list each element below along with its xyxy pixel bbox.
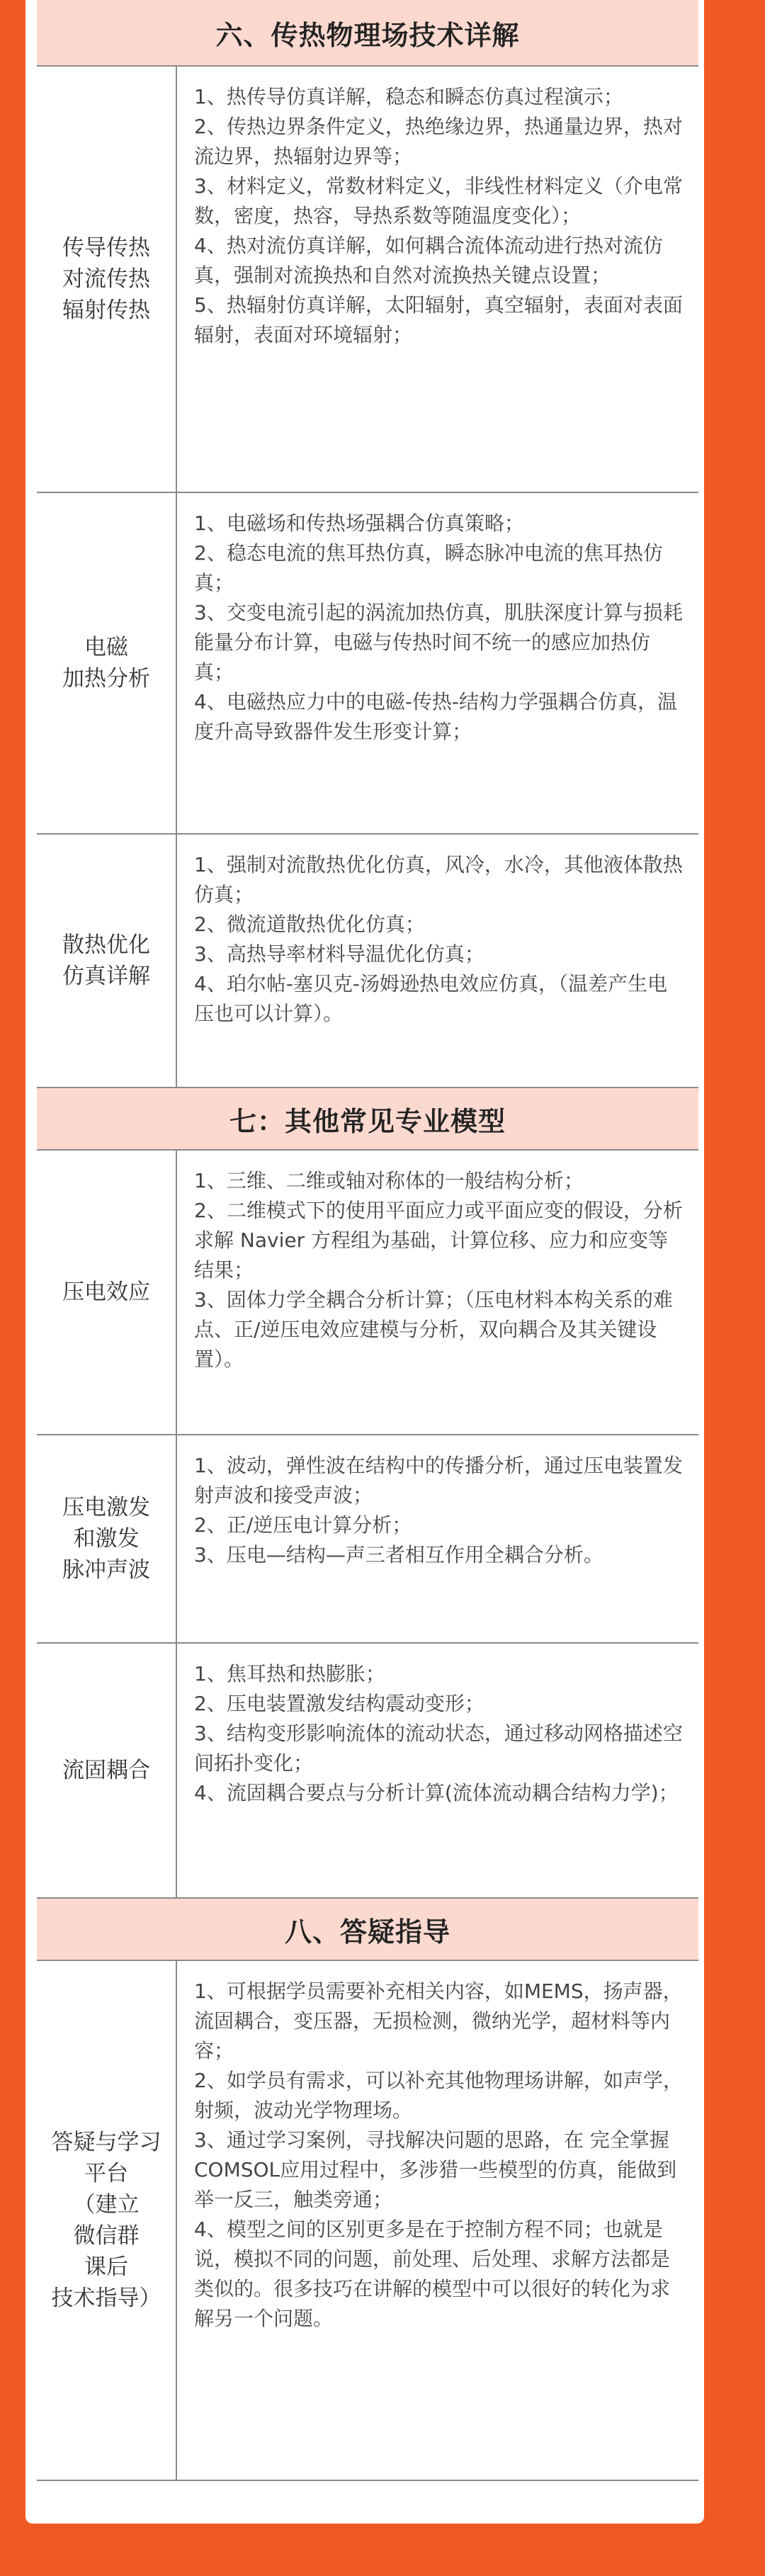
table-row bbox=[37, 1149, 698, 1434]
row-content bbox=[177, 1644, 698, 1897]
list-item: 1、焦耳热和热膨胀； bbox=[194, 1662, 385, 1685]
table-row bbox=[37, 833, 698, 1087]
course-outline-table bbox=[37, 0, 698, 2481]
row-content bbox=[177, 835, 698, 1087]
list-item: 3、交变电流引起的涡流加热仿真，肌肤深度计算与损耗能量分布计算，电磁与传热时间不统一的感应加热仿真； bbox=[194, 601, 683, 684]
section-header-heat-transfer: 六、传热物理场技术详解 bbox=[37, 0, 698, 65]
table-row bbox=[37, 1642, 698, 1897]
row-label: 压电激发 和激发 脉冲声波 bbox=[37, 1435, 177, 1642]
row-content bbox=[177, 1151, 698, 1434]
row-content bbox=[177, 67, 698, 492]
list-item: 1、强制对流散热优化仿真，风冷，水冷，其他液体散热仿真； bbox=[194, 853, 683, 906]
row-label: 压电效应 bbox=[37, 1151, 177, 1434]
row-label: 传导传热 对流传热 辐射传热 bbox=[37, 67, 177, 492]
list-item: 2、微流道散热优化仿真； bbox=[194, 913, 425, 936]
list-item: 3、结构变形影响流体的流动状态，通过移动网格描述空间拓扑变化； bbox=[194, 1722, 683, 1775]
list-item: 2、正/逆压电计算分析； bbox=[194, 1513, 412, 1537]
list-item: 1、电磁场和传热场强耦合仿真策略； bbox=[194, 512, 524, 535]
section-header-other-models: 七：其他常见专业模型 bbox=[37, 1087, 698, 1149]
list-item: 4、模型之间的区别更多是在于控制方程不同；也就是说，模拟不同的问题，前处理、后处理、求解方法都是类似的。很多技巧在讲解的模型中可以很好的转化为求解另一个问题。 bbox=[194, 2218, 671, 2330]
row-label: 答疑与学习 平台 （建立 微信群 课后 技术指导） bbox=[37, 1961, 177, 2480]
list-item: 3、高热导率材料导温优化仿真； bbox=[194, 942, 484, 966]
section-header-qa: 八、答疑指导 bbox=[37, 1897, 698, 1960]
list-item: 2、如学员有需求，可以补充其他物理场讲解，如声学，射频，波动光学物理场。 bbox=[194, 2069, 683, 2122]
row-label: 散热优化 仿真详解 bbox=[37, 835, 177, 1087]
table-row bbox=[37, 1434, 698, 1642]
list-item: 1、三维、二维或轴对称体的一般结构分析； bbox=[194, 1169, 584, 1192]
list-item: 3、固体力学全耦合分析计算；（压电材料本构关系的难点、正/逆压电效应建模与分析，双向耦合及其关键设置）。 bbox=[194, 1288, 673, 1371]
list-item: 3、材料定义，常数材料定义，非线性材料定义（介电常数，密度，热容，导热系数等随温度变化）； bbox=[194, 174, 683, 227]
list-item: 4、珀尔帖-塞贝克-汤姆逊热电效应仿真，（温差产生电压也可以计算）。 bbox=[194, 972, 668, 1025]
list-item: 4、热对流仿真详解，如何耦合流体流动进行热对流仿真，强制对流换热和自然对流换热关键点设置； bbox=[194, 234, 663, 287]
list-item: 2、传热边界条件定义，热绝缘边界，热通量边界，热对流边界，热辐射边界等； bbox=[194, 115, 683, 168]
list-item: 2、压电装置激发结构震动变形； bbox=[194, 1692, 484, 1715]
list-item: 3、压电—结构—声三者相互作用全耦合分析。 bbox=[194, 1543, 604, 1566]
row-label: 流固耦合 bbox=[37, 1644, 177, 1897]
list-item: 2、稳态电流的焦耳热仿真，瞬态脉冲电流的焦耳热仿真； bbox=[194, 541, 663, 594]
table-row bbox=[37, 1960, 698, 2481]
list-item: 1、波动，弹性波在结构中的传播分析，通过压电装置发射声波和接受声波； bbox=[194, 1454, 683, 1507]
list-item: 4、电磁热应力中的电磁-传热-结构力学强耦合仿真，温度升高导致器件发生形变计算； bbox=[194, 690, 678, 743]
list-item: 1、热传导仿真详解，稳态和瞬态仿真过程演示； bbox=[194, 85, 623, 108]
row-content bbox=[177, 493, 698, 833]
list-item: 5、热辐射仿真详解，太阳辐射，真空辐射，表面对表面辐射，表面对环境辐射； bbox=[194, 293, 683, 346]
list-item: 3、通过学习案例，寻找解决问题的思路，在 完全掌握COMSOL应用过程中，多涉猎一些模型的仿真，能做到举一反三，触类旁通； bbox=[194, 2128, 677, 2211]
row-content bbox=[177, 1961, 698, 2480]
list-item: 1、可根据学员需要补充相关内容，如MEMS，扬声器，流固耦合，变压器，无损检测，微纳光学，超材料等内容； bbox=[194, 1979, 683, 2062]
table-row bbox=[37, 65, 698, 492]
row-label: 电磁 加热分析 bbox=[37, 493, 177, 833]
table-row bbox=[37, 492, 698, 833]
row-content bbox=[177, 1435, 698, 1642]
list-item: 4、流固耦合要点与分析计算(流体流动耦合结构力学)； bbox=[194, 1781, 679, 1804]
list-item: 2、二维模式下的使用平面应力或平面应变的假设，分析求解 Navier 方程组为基础，计算位移、应力和应变等结果； bbox=[194, 1199, 683, 1282]
